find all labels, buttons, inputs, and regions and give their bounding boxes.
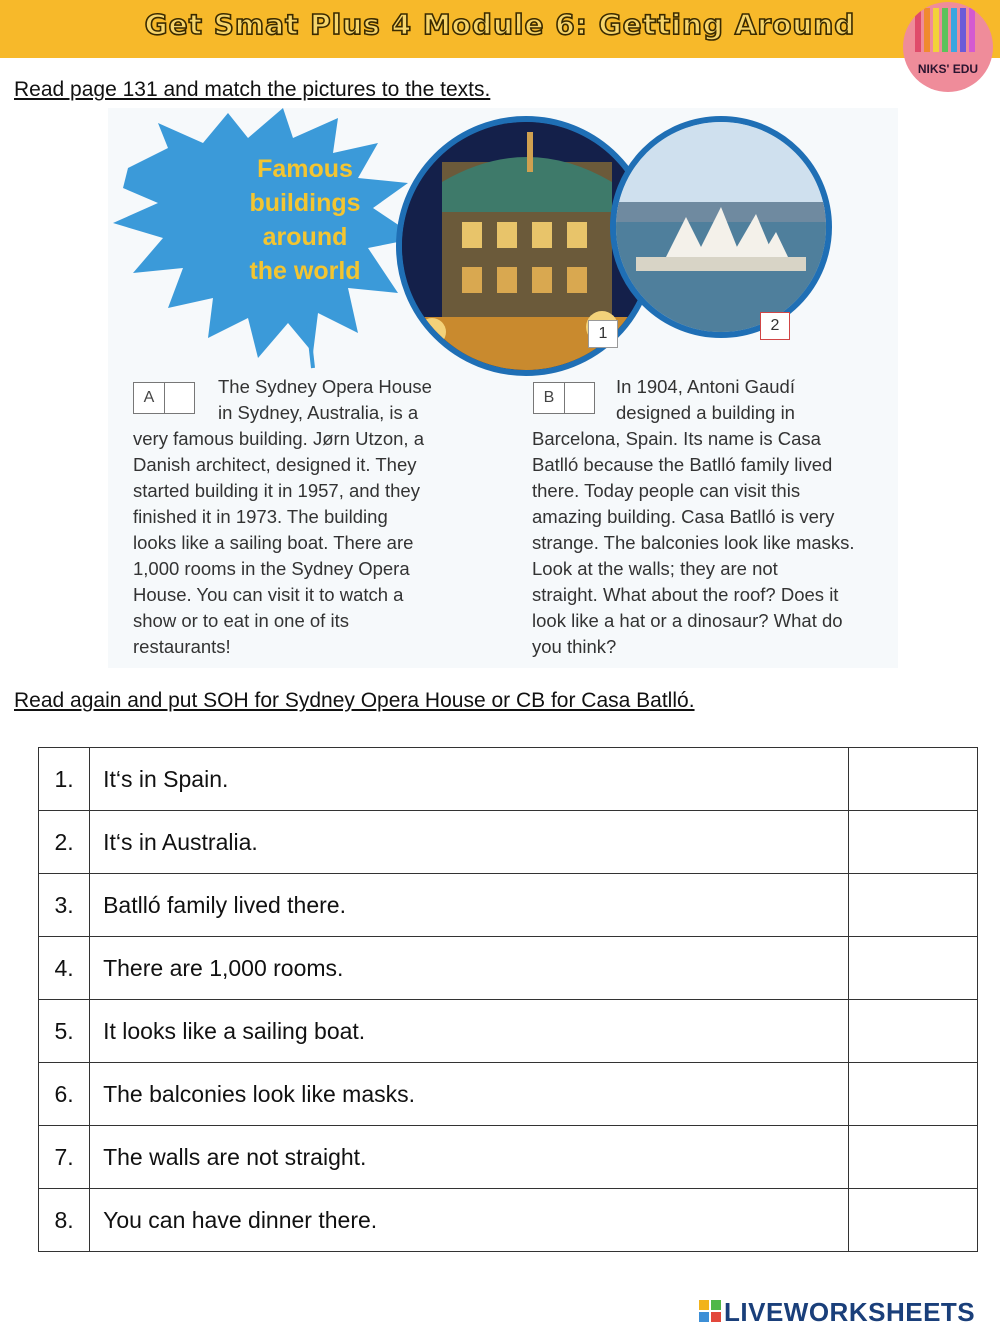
sydney-opera-house-photo [610,116,832,338]
question-number: 7. [39,1126,90,1189]
table-row [39,1126,978,1189]
answer-box-b[interactable] [533,382,595,414]
question-text: It‘s in Australia. [90,811,849,874]
question-number: 2. [39,811,90,874]
picture-number-2: 2 [760,312,790,340]
famous-buildings-headline: Famous buildings around the world [249,155,361,285]
text-b-intro: In 1904, Antoni Gaudí designed a building in [616,376,795,423]
answer-cell[interactable] [848,1063,977,1126]
table-row [39,811,978,874]
letter-a-label: A [134,383,165,413]
question-text: Batlló family lived there. [90,874,849,937]
answer-cell[interactable] [848,1126,977,1189]
question-number: 5. [39,1000,90,1063]
liveworksheets-brand[interactable]: LIVEWORKSHEETS [724,1297,976,1327]
answer-cell[interactable] [848,748,977,811]
table-row [39,874,978,937]
question-text: It looks like a sailing boat. [90,1000,849,1063]
textbook-page-image [108,108,898,668]
answer-cell[interactable] [848,1000,977,1063]
answer-cell[interactable] [848,1189,977,1252]
answer-table [38,747,978,1252]
answer-cell[interactable] [848,874,977,937]
picture-number-1: 1 [588,320,618,348]
question-number: 4. [39,937,90,1000]
table-row [39,1000,978,1063]
worksheet-title: Get Smat Plus 4 Module 6: Getting Around [144,8,856,41]
question-number: 6. [39,1063,90,1126]
question-number: 3. [39,874,90,937]
question-text: It‘s in Spain. [90,748,849,811]
question-text: The walls are not straight. [90,1126,849,1189]
logo-label: NIKS' EDU [917,62,979,76]
instruction-soh-cb: Read again and put SOH for Sydney Opera House or CB for Casa Batlló. [14,689,695,712]
instruction-match: Read page 131 and match the pictures to the texts. [14,78,491,101]
table-row [39,1063,978,1126]
table-row [39,748,978,811]
pencils-icon [913,6,983,56]
question-number: 1. [39,748,90,811]
table-row [39,937,978,1000]
question-text: You can have dinner there. [90,1189,849,1252]
liveworksheets-logo-icon [699,1300,721,1322]
answer-cell[interactable] [848,937,977,1000]
header-banner [0,0,1000,58]
question-number: 8. [39,1189,90,1252]
question-text: There are 1,000 rooms. [90,937,849,1000]
niks-edu-logo [903,2,993,92]
answer-box-a[interactable] [133,382,195,414]
text-a-intro: The Sydney Opera House in Sydney, Australia, is a [218,376,432,423]
text-b-body: Barcelona, Spain. Its name is Casa Batlló because the Batlló family lived there. Today people can visit this amazing building. Casa Batlló is very strange. The balconies look like masks. Look at the walls; they are not straight. What about the roof? Does it look like a hat or a dinosaur? What do you think? [532,428,855,657]
answer-cell[interactable] [848,811,977,874]
letter-b-label: B [534,383,565,413]
text-a-body: very famous building. Jørn Utzon, a Danish architect, designed it. They started building it in 1957, and they finished it in 1973. The building looks like a sailing boat. There are 1,000 rooms in the Sydney Opera House. You can visit it to watch a show or to eat in one of its restaurants! [133,428,424,657]
table-row [39,1189,978,1252]
question-text: The balconies look like masks. [90,1063,849,1126]
